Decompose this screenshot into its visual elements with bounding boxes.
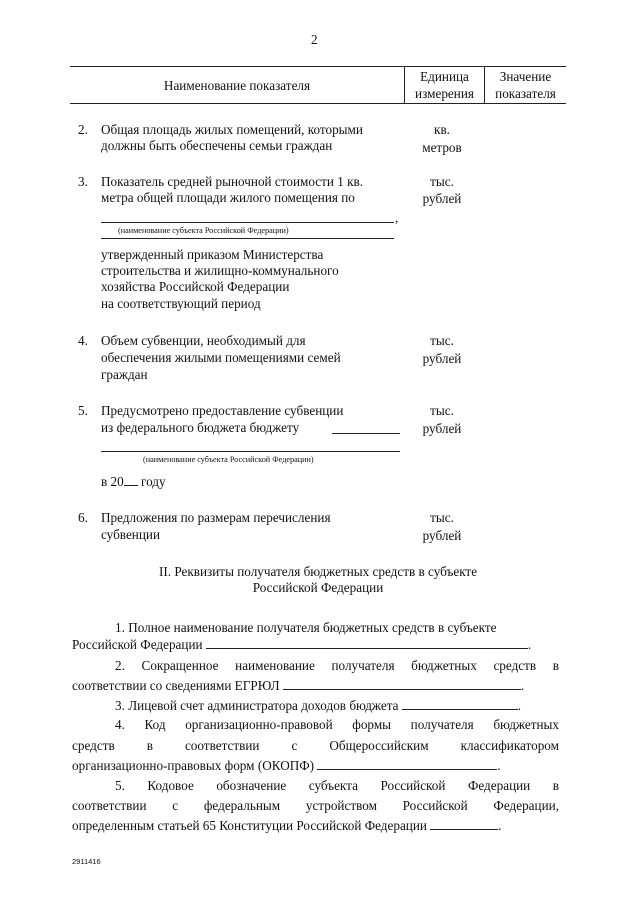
paragraph-3: 3. Лицевой счет администратора доходов бюджета . — [115, 698, 522, 713]
section-title: Российской Федерации — [252, 580, 384, 595]
row-text: Предложения по размерам перечисления — [101, 510, 331, 525]
row-text: Показатель средней рыночной стоимости 1 кв. — [101, 174, 364, 189]
paragraph-4: средств в соответствии с Общероссийским классификатором — [72, 738, 559, 753]
row-text: субвенции — [101, 527, 161, 542]
year-blank — [124, 474, 138, 486]
header-bottom-rule — [70, 103, 566, 104]
paragraph-2-text: соответствии со сведениями ЕГРЮЛ — [72, 678, 280, 693]
field-caption: (наименование субъекта Российской Федерации) — [143, 455, 314, 464]
row-number: 5. — [78, 403, 88, 418]
paragraph-1-text: Российской Федерации — [72, 637, 203, 652]
section-title: II. Реквизиты получателя бюджетных средств в субъекте — [158, 564, 478, 579]
header-top-rule — [70, 66, 566, 67]
row-text: граждан — [101, 367, 148, 382]
row-trailing-comma: , — [395, 210, 399, 225]
blank-line — [430, 818, 498, 830]
paragraph-5: соответствии с федеральным устройством Российской Федерации, — [72, 798, 559, 813]
row-text: Общая площадь жилых помещений, которыми — [101, 122, 363, 137]
column-header-value-1: Значение — [499, 69, 552, 84]
field-caption: (наименование субъекта Российской Федерации) — [118, 226, 289, 235]
row-unit: метров — [422, 140, 462, 155]
blank-line — [283, 678, 521, 690]
paragraph-3-text: 3. Лицевой счет администратора доходов бюджета — [115, 698, 399, 713]
row-text: утвержденный приказом Министерства — [101, 247, 324, 262]
row-unit: кв. — [434, 122, 450, 137]
row-number: 3. — [78, 174, 88, 189]
row-text: строительства и жилищно-коммунального — [101, 263, 339, 278]
paragraph-4: 4. Код организационно-правовой формы получателя бюджетных — [115, 717, 559, 732]
row-text: обеспечения жилыми помещениями семей — [101, 350, 341, 365]
blank-line — [332, 433, 400, 434]
paragraph-4: организационно-правовых форм (ОКОПФ) . — [72, 758, 501, 773]
paragraph-5: определенным статьей 65 Конституции Российской Федерации . — [72, 818, 502, 833]
paragraph-5: 5. Кодовое обозначение субъекта Российской Федерации в — [115, 778, 559, 793]
row-number: 4. — [78, 333, 88, 348]
paragraph-2: 2. Сокращенное наименование получателя бюджетных средств в — [115, 658, 559, 673]
paragraph-1: Российской Федерации . — [72, 637, 532, 652]
column-header-unit-2: измерения — [415, 86, 474, 101]
row-text: Объем субвенции, необходимый для — [101, 333, 306, 348]
paragraph-1: 1. Полное наименование получателя бюджетных средств в субъекте — [115, 620, 497, 635]
row-unit: тыс. — [430, 333, 454, 348]
paragraph-4-text: организационно-правовых форм (ОКОПФ) — [72, 758, 315, 773]
column-header-value-2: показателя — [495, 86, 556, 101]
column-header-unit-1: Единица — [420, 69, 469, 84]
blank-line — [206, 637, 528, 649]
blank-line — [317, 758, 497, 770]
document-code: 2911416 — [72, 857, 101, 866]
blank-line — [101, 222, 394, 223]
blank-line — [101, 451, 400, 452]
row-unit: рублей — [422, 421, 462, 436]
row-number: 2. — [78, 122, 88, 137]
year-suffix: году — [141, 474, 166, 489]
row-unit: тыс. — [430, 174, 454, 189]
year-prefix: в 20 — [101, 474, 124, 489]
row-unit: рублей — [422, 528, 462, 543]
row-number: 6. — [78, 510, 88, 525]
row-unit: тыс. — [430, 510, 454, 525]
row-text-year — [101, 474, 166, 490]
page-number: 2 — [311, 32, 318, 47]
row-unit: тыс. — [430, 403, 454, 418]
row-unit: рублей — [422, 191, 462, 206]
row-text: метра общей площади жилого помещения по — [101, 190, 355, 205]
row-text: Предусмотрено предоставление субвенции — [101, 403, 344, 418]
caption-underline — [101, 238, 394, 239]
row-text: должны быть обеспечены семьи граждан — [101, 138, 333, 153]
row-unit: рублей — [422, 351, 462, 366]
paragraph-5-text: определенным статьей 65 Конституции Российской Федерации — [72, 818, 427, 833]
row-text: на соответствующий период — [101, 296, 261, 311]
column-header-name: Наименование показателя — [163, 78, 311, 93]
blank-line — [402, 698, 518, 710]
paragraph-2: соответствии со сведениями ЕГРЮЛ . — [72, 678, 525, 693]
row-text: хозяйства Российской Федерации — [101, 279, 290, 294]
row-text: из федерального бюджета бюджету — [101, 420, 300, 435]
